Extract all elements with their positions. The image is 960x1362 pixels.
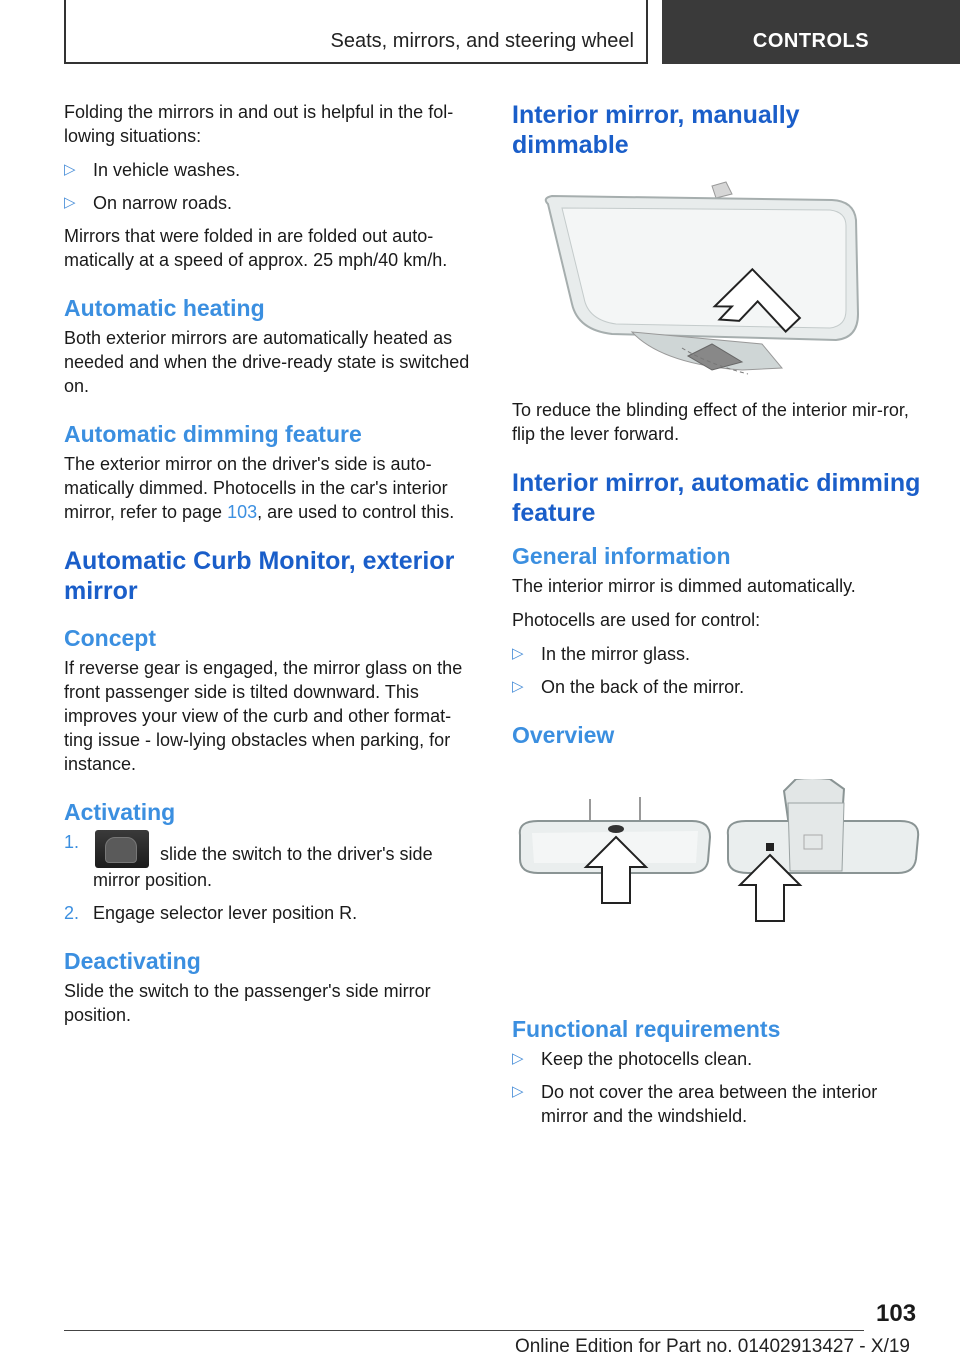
header-section-title: Seats, mirrors, and steering wheel <box>330 30 634 52</box>
auto-mirror-heading: Interior mirror, automatic dimming feature <box>512 469 921 527</box>
activating-heading: Activating <box>64 799 176 825</box>
left-column <box>64 100 478 1037</box>
triangle-bullet-icon: ▷ <box>64 194 76 211</box>
heating-heading: Automatic heating <box>64 295 265 321</box>
list-item: ▷ On narrow roads. <box>64 193 233 213</box>
triangle-bullet-icon: ▷ <box>512 1083 524 1100</box>
list-item: ▷ On the back of the mirror. <box>512 677 745 697</box>
header-chapter-title: CONTROLS <box>752 30 870 52</box>
list-item: 1. slide the switch to the driver's side mirror position. <box>64 832 433 890</box>
general-info-text: The interior mirror is dimmed automatically. <box>512 576 856 596</box>
triangle-bullet-icon: ▷ <box>512 1050 524 1067</box>
deactivating-text: Slide the switch to the passenger's side mirror position. <box>64 981 431 1025</box>
functional-requirements-heading: Functional requirements <box>512 1016 781 1042</box>
right-column <box>512 100 922 1137</box>
dimming-heading: Automatic dimming feature <box>64 421 362 447</box>
concept-text: If reverse gear is engaged, the mirror glass on the front passenger side is tilted downward. This improves your view of the curb and other format‐ting issue - low-lying obstacles when parking, for instance. <box>64 658 463 774</box>
list-item: 2. Engage selector lever position R. <box>64 903 358 923</box>
heating-text: Both exterior mirrors are automatically heated as needed and when the drive-ready state is switched on. <box>64 328 470 396</box>
intro-text: Folding the mirrors in and out is helpful in the fol‐lowing situations: <box>64 102 454 146</box>
intro-list <box>64 158 478 215</box>
list-item: ▷ Keep the photocells clean. <box>512 1049 753 1069</box>
footer-divider <box>64 1330 864 1331</box>
list-item: ▷ In the mirror glass. <box>512 644 691 664</box>
concept-heading: Concept <box>64 625 156 651</box>
list-item: ▷ In vehicle washes. <box>64 160 241 180</box>
general-info-heading: General information <box>512 543 731 569</box>
triangle-bullet-icon: ▷ <box>512 645 524 662</box>
photocell-overview-illustration <box>512 779 922 959</box>
curb-monitor-heading: Automatic Curb Monitor, exterior mirror <box>64 547 455 605</box>
manual-mirror-heading: Interior mirror, manually dimmable <box>512 101 800 159</box>
manual-mirror-text: To reduce the blinding effect of the interior mir‐ror, flip the lever forward. <box>512 400 909 444</box>
footer-edition: Online Edition for Part no. 01402913427 - X/19 <box>514 1336 910 1357</box>
functional-requirements-list <box>512 1047 922 1128</box>
header-section-box <box>64 0 648 64</box>
mirror-switch-icon <box>95 830 149 868</box>
page-reference-link[interactable]: 103 <box>227 502 258 522</box>
dimming-text: The exterior mirror on the driver's side is auto‐matically dimmed. Photocells in the car's interior mirror, refer to page 103, are used to control this. <box>64 454 455 522</box>
list-item: ▷ Do not cover the area between the interior mirror and the windshield. <box>512 1082 878 1126</box>
overview-heading: Overview <box>512 722 615 748</box>
header-chapter-tab <box>662 0 960 64</box>
page-number: 103 <box>876 1300 917 1327</box>
photocells-text: Photocells are used for control: <box>512 610 761 630</box>
deactivating-heading: Deactivating <box>64 948 201 974</box>
activating-steps <box>64 830 478 925</box>
fold-out-text: Mirrors that were folded in are folded out auto‐matically at a speed of approx. 25 mph/40 km/h. <box>64 226 448 270</box>
manual-mirror-illustration <box>512 174 922 384</box>
triangle-bullet-icon: ▷ <box>512 678 524 695</box>
photocell-list <box>512 642 922 699</box>
triangle-bullet-icon: ▷ <box>64 161 76 178</box>
